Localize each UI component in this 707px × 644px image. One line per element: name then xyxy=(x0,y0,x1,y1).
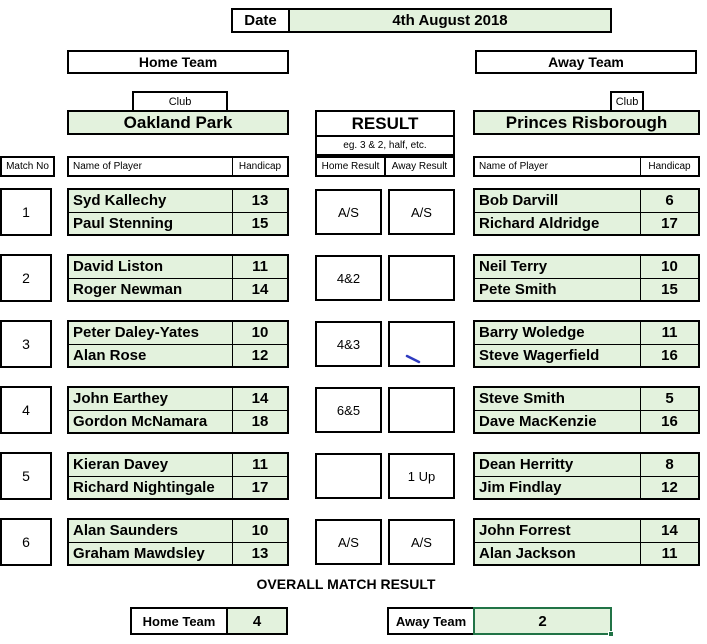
player-name-cell[interactable]: Dave MacKenzie xyxy=(479,412,597,430)
player-name-cell[interactable]: Pete Smith xyxy=(479,280,557,298)
player-name-cell[interactable]: Alan Rose xyxy=(73,346,147,364)
result-columns-header xyxy=(315,156,455,177)
home-result-cell[interactable] xyxy=(315,453,382,499)
away-players-cell xyxy=(473,386,700,434)
player-name-cell[interactable]: Bob Darvill xyxy=(479,192,559,210)
home-result-cell[interactable]: 4&3 xyxy=(315,321,382,367)
player-name-cell[interactable]: Graham Mawdsley xyxy=(73,544,205,562)
match-row-3 xyxy=(0,320,707,368)
date-label: Date xyxy=(231,8,290,33)
overall-match-result-title: OVERALL MATCH RESULT xyxy=(256,576,436,592)
away-club-name-cell[interactable]: Princes Risborough xyxy=(473,110,700,135)
match-no-column-header: Match No xyxy=(0,156,55,177)
home-players-cell xyxy=(67,452,289,500)
away-result-cell[interactable] xyxy=(388,255,455,301)
home-handicap-column-header: Handicap xyxy=(232,158,287,175)
away-result-cell[interactable]: A/S xyxy=(388,189,455,235)
player-name-cell[interactable]: David Liston xyxy=(73,258,164,276)
overall-away-score-cell-selected[interactable] xyxy=(473,607,612,635)
home-result-cell[interactable]: 6&5 xyxy=(315,387,382,433)
player-handicap-cell[interactable]: 11 xyxy=(640,322,698,344)
home-result-cell[interactable]: A/S xyxy=(315,189,382,235)
overall-away-team-label: Away Team xyxy=(387,607,475,635)
away-team-header: Away Team xyxy=(475,50,697,74)
match-number-cell: 3 xyxy=(0,320,52,368)
player-name-cell[interactable]: Steve Smith xyxy=(479,390,565,408)
selection-fill-handle[interactable] xyxy=(608,631,614,637)
player-name-cell[interactable]: Richard Nightingale xyxy=(73,478,215,496)
match-number-cell: 5 xyxy=(0,452,52,500)
player-handicap-cell[interactable]: 5 xyxy=(640,388,698,410)
player-handicap-cell[interactable]: 15 xyxy=(640,279,698,301)
player-name-cell[interactable]: Barry Woledge xyxy=(479,324,585,342)
match-number-cell: 1 xyxy=(0,188,52,236)
player-handicap-cell[interactable]: 10 xyxy=(232,322,287,344)
player-handicap-cell[interactable]: 11 xyxy=(640,543,698,565)
player-handicap-cell[interactable]: 14 xyxy=(232,388,287,410)
player-name-cell[interactable]: Paul Stenning xyxy=(73,214,174,232)
home-columns-header xyxy=(67,156,289,177)
player-handicap-cell[interactable]: 14 xyxy=(640,520,698,542)
away-players-cell xyxy=(473,518,700,566)
away-players-cell xyxy=(473,254,700,302)
overall-away-score-value: 2 xyxy=(538,612,547,630)
player-name-cell[interactable]: Syd Kallechy xyxy=(73,192,167,210)
player-handicap-cell[interactable]: 16 xyxy=(640,345,698,367)
player-handicap-cell[interactable]: 12 xyxy=(640,477,698,499)
away-players-cell xyxy=(473,188,700,236)
match-number-cell: 6 xyxy=(0,518,52,566)
away-result-cell[interactable]: 1 Up xyxy=(388,453,455,499)
player-name-cell[interactable]: Richard Aldridge xyxy=(479,214,600,232)
player-name-cell[interactable]: Steve Wagerfield xyxy=(479,346,600,364)
pen-mark-icon xyxy=(405,353,423,365)
away-result-cell[interactable]: A/S xyxy=(388,519,455,565)
home-name-column-header: Name of Player xyxy=(73,161,142,172)
away-players-cell xyxy=(473,452,700,500)
home-result-cell[interactable]: A/S xyxy=(315,519,382,565)
player-name-cell[interactable]: John Forrest xyxy=(479,522,571,540)
overall-home-score-cell[interactable]: 4 xyxy=(226,607,288,635)
player-handicap-cell[interactable]: 11 xyxy=(232,454,287,476)
away-club-label: Club xyxy=(610,91,644,112)
player-handicap-cell[interactable]: 14 xyxy=(232,279,287,301)
player-name-cell[interactable]: Roger Newman xyxy=(73,280,183,298)
player-name-cell[interactable]: Alan Saunders xyxy=(73,522,179,540)
match-row-2 xyxy=(0,254,707,302)
player-handicap-cell[interactable]: 17 xyxy=(640,213,698,235)
player-handicap-cell[interactable]: 16 xyxy=(640,411,698,433)
result-subtitle: eg. 3 & 2, half, etc. xyxy=(315,135,455,156)
player-name-cell[interactable]: Neil Terry xyxy=(479,258,548,276)
match-row-4 xyxy=(0,386,707,434)
home-result-column-header: Home Result xyxy=(321,161,380,172)
player-handicap-cell[interactable]: 6 xyxy=(640,190,698,212)
match-row-6 xyxy=(0,518,707,566)
player-name-cell[interactable]: Kieran Davey xyxy=(73,456,169,474)
match-row-5 xyxy=(0,452,707,500)
away-columns-header xyxy=(473,156,700,177)
player-handicap-cell[interactable]: 13 xyxy=(232,190,287,212)
home-result-cell[interactable]: 4&2 xyxy=(315,255,382,301)
home-players-cell xyxy=(67,518,289,566)
player-handicap-cell[interactable]: 10 xyxy=(232,520,287,542)
away-players-cell xyxy=(473,320,700,368)
player-name-cell[interactable]: Jim Findlay xyxy=(479,478,562,496)
player-name-cell[interactable]: Alan Jackson xyxy=(479,544,576,562)
player-handicap-cell[interactable]: 8 xyxy=(640,454,698,476)
player-handicap-cell[interactable]: 10 xyxy=(640,256,698,278)
match-row-1 xyxy=(0,188,707,236)
home-club-label: Club xyxy=(132,91,228,112)
match-number-cell: 2 xyxy=(0,254,52,302)
home-players-cell xyxy=(67,320,289,368)
away-name-column-header: Name of Player xyxy=(479,161,548,172)
player-handicap-cell[interactable]: 12 xyxy=(232,345,287,367)
player-handicap-cell[interactable]: 15 xyxy=(232,213,287,235)
player-name-cell[interactable]: Gordon McNamara xyxy=(73,412,208,430)
home-club-name-cell[interactable]: Oakland Park xyxy=(67,110,289,135)
player-name-cell[interactable]: John Earthey xyxy=(73,390,169,408)
match-number-cell: 4 xyxy=(0,386,52,434)
date-value-cell[interactable]: 4th August 2018 xyxy=(288,8,612,33)
home-players-cell xyxy=(67,386,289,434)
home-players-cell xyxy=(67,188,289,236)
overall-home-team-label: Home Team xyxy=(130,607,228,635)
away-result-cell[interactable] xyxy=(388,387,455,433)
home-team-header: Home Team xyxy=(67,50,289,74)
home-players-cell xyxy=(67,254,289,302)
player-handicap-cell[interactable]: 18 xyxy=(232,411,287,433)
away-result-column-header: Away Result xyxy=(384,158,453,175)
player-handicap-cell[interactable]: 13 xyxy=(232,543,287,565)
player-handicap-cell[interactable]: 11 xyxy=(232,256,287,278)
away-handicap-column-header: Handicap xyxy=(640,158,698,175)
player-name-cell[interactable]: Dean Herritty xyxy=(479,456,574,474)
player-handicap-cell[interactable]: 17 xyxy=(232,477,287,499)
result-title: RESULT xyxy=(315,110,455,137)
player-name-cell[interactable]: Peter Daley-Yates xyxy=(73,324,199,342)
